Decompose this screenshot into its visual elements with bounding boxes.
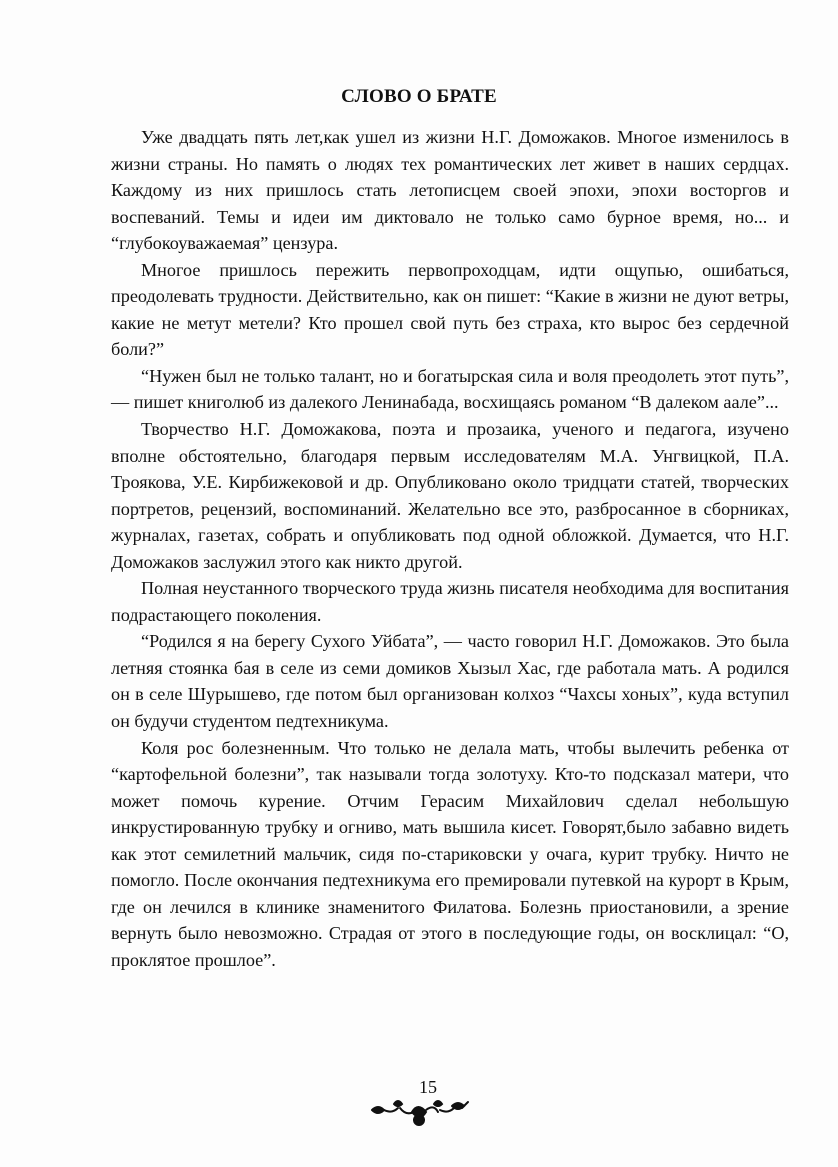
- paragraph-7: Коля рос болезненным. Что только не делала мать, чтобы вылечить ребенка от “картофельной болезни”, так называли тогда золотуху. Кто-то подсказал матери, что может помочь курение. Отчим Герасим Михайлович сделал небольшую инкрустированную трубку и огниво, мать вышила кисет. Говорят,было забавно видеть как этот семилетний мальчик, сидя по-стариковски у очага, курит трубку. Ничто не помогло. После окончания педтехникума его премировали путевкой на курорт в Крым, где он лечился в клинике знаменитого Филатова. Болезнь приостановили, а зрение вернуть было невозможно. Страдая от этого в последующие годы, он восклицал: “О, проклятое прошлое”.: [111, 737, 789, 970]
- paragraph-5: Полная неустанного творческого труда жизнь писателя необходима для воспитания подрастающего поколения.: [111, 578, 789, 625]
- floral-ornament-icon: [364, 1096, 474, 1130]
- page-footer: [0, 1078, 838, 1130]
- chapter-title: СЛОВО О БРАТЕ: [341, 86, 497, 107]
- paragraph-1: Уже двадцать пять лет,как ушел из жизни Н.Г. Доможаков. Многое изменилось в жизни страны. Но память о людях тех романтических лет живет в наших сердцах. Каждому из них пришлось стать летописцем своей эпохи, эпохи восторгов и воспеваний. Темы и идеи им диктовало не только само бурное время, но... и “глубокоуважаемая” цензура.: [111, 127, 789, 254]
- paragraph-4: Творчество Н.Г. Доможакова, поэта и прозаика, ученого и педагога, изучено вполне обстоятельно, благодаря первым исследователям М.А. Унгвицкой, П.А. Троякова, У.Е. Кирбижековой и др. Опубликовано около тридцати статей, творческих портретов, рецензий, воспоминаний. Желательно все это, разбросанное в сборниках, журналах, газетах, собрать и опубликовать под одной обложкой. Думается, что Н.Г. Доможаков заслужил этого как никто другой.: [111, 419, 789, 572]
- page-number: 15: [419, 1077, 437, 1097]
- paragraph-2: Многое пришлось пережить первопроходцам, идти ощупью, ошибаться, преодолевать трудности. Действительно, как он пишет: “Какие в жизни не дуют ветры, какие не метут метели? Кто прошел свой путь без страха, кто вырос без сердечной боли?”: [111, 259, 789, 360]
- paragraph-3: “Нужен был не только талант, но и богатырская сила и воля преодолеть этот путь”, — пишет книголюб из далекого Ленинабада, восхищаясь романом “В далеком аале”...: [111, 365, 789, 413]
- paragraph-6: “Родился я на берегу Сухого Уйбата”, — часто говорил Н.Г. Доможаков. Это была летняя стоянка бая в селе из семи домиков Хызыл Хас, где работала мать. А родился он в селе Шурышево, где потом был организован колхоз “Чахсы хоных”, куда вступил он будучи студентом педтехникума.: [111, 631, 789, 732]
- body-text: [111, 124, 789, 974]
